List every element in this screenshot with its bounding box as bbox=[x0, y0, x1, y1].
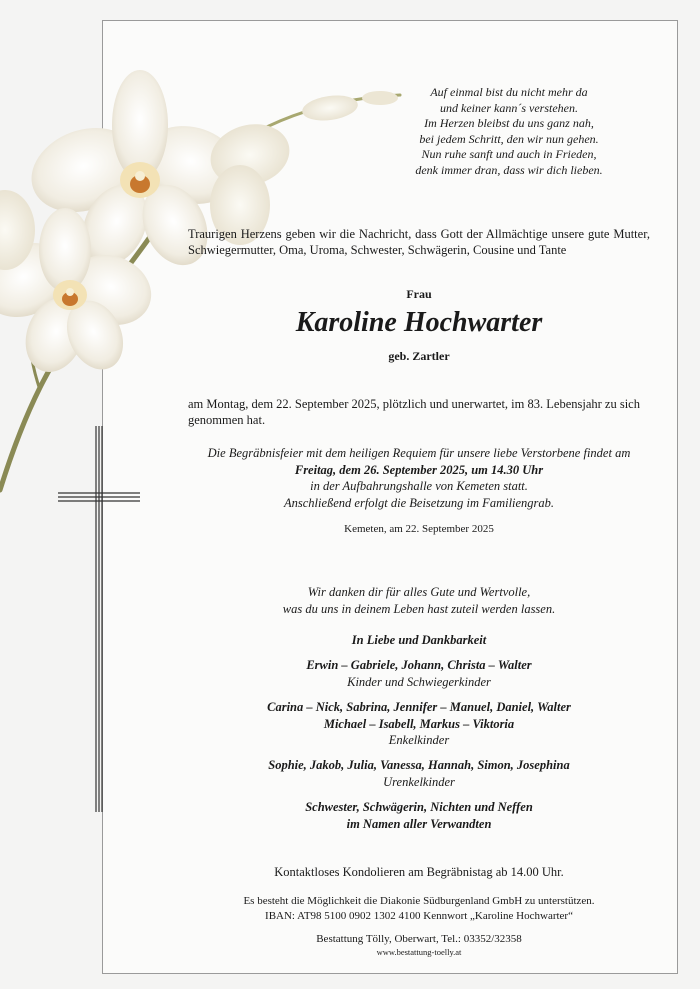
intro-text: Traurigen Herzens geben wir die Nachricht, dass Gott der Allmächtige unsere gute Mutter, Schwiegermutter, Oma, Uroma, Schwester, Schwägerin, Cousine und Tante bbox=[188, 227, 650, 257]
poem-line: Im Herzen bleibst du uns ganz nah, bbox=[424, 116, 594, 130]
salutation: Frau bbox=[406, 287, 432, 301]
grandchildren-group bbox=[188, 699, 650, 749]
grandchildren-names: Carina – Nick, Sabrina, Jennifer – Manuel, Daniel, Walter bbox=[267, 700, 571, 714]
children-label: Kinder und Schwiegerkinder bbox=[347, 674, 491, 689]
poem-line: und keiner kann´s verstehen. bbox=[440, 100, 578, 115]
poem-line: Auf einmal bist du nicht mehr da bbox=[430, 85, 588, 99]
great-grandchildren-names: Sophie, Jakob, Julia, Vanessa, Hannah, Simon, Josephina bbox=[268, 758, 570, 772]
great-grandchildren-label: Urenkelkinder bbox=[383, 774, 455, 789]
undertaker-url[interactable]: www.bestattung-toelly.at bbox=[376, 947, 462, 957]
birth-name: geb. Zartler bbox=[388, 349, 450, 363]
deceased-name: Karoline Hochwarter bbox=[295, 307, 543, 338]
undertaker-info bbox=[188, 932, 650, 958]
funeral-date: Freitag, dem 26. September 2025, um 14.30 Uhr bbox=[294, 462, 544, 477]
donation-info bbox=[188, 894, 650, 923]
donation-line: Es besteht die Möglichkeit die Diakonie Südburgenland GmbH zu unterstützen. bbox=[243, 895, 595, 907]
funeral-line: Anschließend erfolgt die Beisetzung im Familiengrab. bbox=[283, 495, 555, 510]
great-grandchildren-group bbox=[188, 757, 650, 790]
love-line: In Liebe und Dankbarkeit bbox=[351, 633, 487, 647]
iban-line: IBAN: AT98 5100 0902 1302 4100 Kennwort „Karoline Hochwarter“ bbox=[265, 909, 573, 922]
undertaker-line: Bestattung Tölly, Oberwart, Tel.: 03352/32358 bbox=[316, 933, 522, 945]
relatives-line: im Namen aller Verwandten bbox=[346, 816, 492, 831]
poem-line: bei jedem Schritt, den wir nun gehen. bbox=[419, 131, 599, 146]
poem bbox=[380, 85, 638, 178]
children-names: Erwin – Gabriele, Johann, Christa – Walter bbox=[306, 658, 532, 672]
place-date: Kemeten, am 22. September 2025 bbox=[344, 523, 494, 535]
children-group bbox=[188, 657, 650, 690]
thanks-line: was du uns in deinem Leben hast zuteil werden lassen. bbox=[282, 601, 556, 616]
thanks-line: Wir danken dir für alles Gute und Wertvolle, bbox=[307, 585, 531, 599]
funeral-line: in der Aufbahrungshalle von Kemeten statt. bbox=[310, 479, 528, 493]
funeral-line: Die Begräbnisfeier mit dem heiligen Requiem für unsere liebe Verstorbene findet am bbox=[207, 446, 631, 460]
funeral-info bbox=[188, 445, 650, 511]
relatives-group bbox=[188, 799, 650, 832]
cross-icon bbox=[58, 426, 140, 812]
relatives-line: Schwester, Schwägerin, Nichten und Neffen bbox=[305, 800, 533, 814]
poem-line: denk immer dran, dass wir dich lieben. bbox=[415, 162, 603, 177]
contact-note: Kontaktloses Kondolieren am Begräbnistag ab 14.00 Uhr. bbox=[274, 865, 564, 879]
poem-line: Nun ruhe sanft und auch in Frieden, bbox=[421, 147, 597, 161]
thanks-text bbox=[188, 584, 650, 617]
grandchildren-names: Michael – Isabell, Markus – Viktoria bbox=[323, 716, 515, 731]
grandchildren-label: Enkelkinder bbox=[388, 733, 450, 747]
death-notice: am Montag, dem 22. September 2025, plötzlich und unerwartet, im 83. Lebensjahr zu sich genommen hat. bbox=[188, 397, 640, 427]
